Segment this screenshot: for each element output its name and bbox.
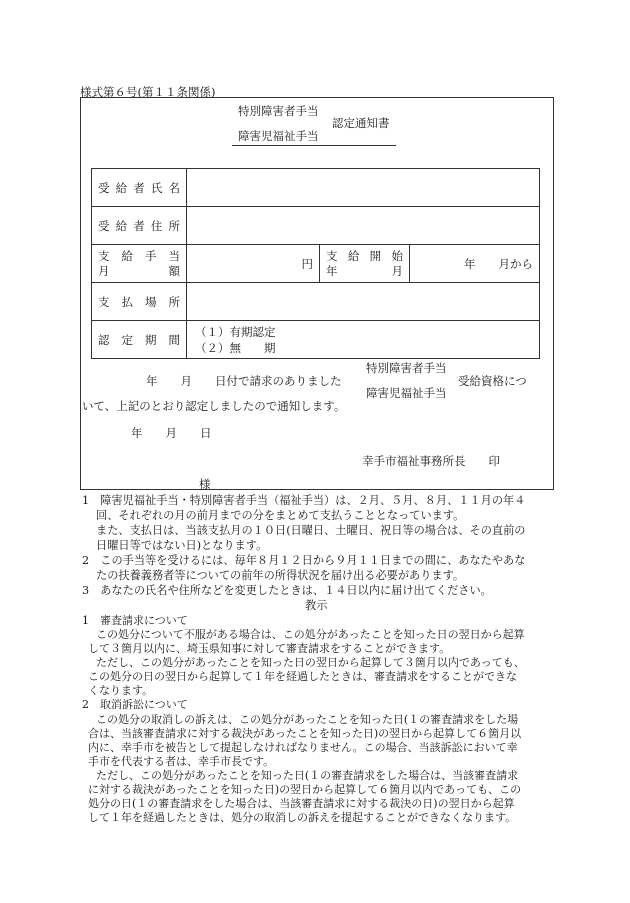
recipient-address-value <box>187 207 540 245</box>
recipient-name-label: 受給者氏名 <box>92 169 187 207</box>
monthly-amount-label-line2 <box>98 264 180 279</box>
table-row <box>92 245 540 283</box>
certification-period-label: 認定期間 <box>92 321 187 359</box>
issuer-name: 幸手市福祉事務所長 印 <box>362 454 500 468</box>
instruction-2-line-1: この処分の取消しの訴えは、この処分があったことを知った日(１の審査請求をした場 <box>96 713 519 726</box>
title-allowance-special: 特別障害者手当 <box>238 104 319 118</box>
instruction-1-title: 1 審査請求について <box>82 614 188 627</box>
monthly-amount-value <box>187 245 320 283</box>
note-3-line-1: 3 あなたの氏名や住所などを変更したときは、１４日以内に届け出てください。 <box>82 584 492 597</box>
note-2-line-1: 2 この手当等を受けるには、毎年８月１２日から９月１１日までの間に、あなたやあな <box>82 554 526 567</box>
form-number: 様式第６号(第１１条関係) <box>80 85 216 99</box>
certification-period-value <box>187 321 540 359</box>
note-1-line-2: 回、それぞれの月の前月までの分をまとめて支払うこととなっています。 <box>96 509 465 522</box>
issue-date: 年 月 日 <box>131 426 212 440</box>
instruction-2-line-3: 内に、幸手市を被告として提起しなければなりません。この場合、当該訴訟において幸 <box>88 741 518 754</box>
monthly-amount-label-a: 月 <box>98 263 110 278</box>
instruction-2-line-6: に対する裁決があったことを知った日)の翌日から起算して６箇月以内であっても、この <box>88 783 522 796</box>
instruction-2-line-2: 合は、当該審査請求に対する裁決があったことを知った日)の翌日から起算して６箇月以 <box>88 727 522 740</box>
instruction-1-line-5: くなります。 <box>88 684 154 697</box>
instruction-2-line-5: ただし、この処分があったことを知った日(１の審査請求をした場合は、当該審査請求 <box>96 769 519 782</box>
instruction-2-line-8: して１年を経過したときは、処分の取消しの訴えを提起することができなくなります。 <box>88 811 517 824</box>
start-date-label-line2 <box>326 264 403 279</box>
certification-table <box>91 168 540 359</box>
period-option-indefinite: （２）無 期 <box>195 340 276 355</box>
instruction-1-line-2: して３箇月以内に、埼玉県知事に対して審査請求をすることができます。 <box>88 642 451 655</box>
monthly-amount-label-line1: 支給手当 <box>98 248 180 263</box>
note-2-line-2: たの扶養義務者等についての前年の所得状況を届け出る必要があります。 <box>96 569 465 582</box>
recipient-address-label: 受給者住所 <box>92 207 187 245</box>
table-row <box>92 283 540 321</box>
start-date-label-a: 年 <box>326 263 338 278</box>
yen-unit: 円 <box>301 256 313 271</box>
start-date-label-b: 月 <box>391 263 403 278</box>
monthly-amount-label-b: 額 <box>168 263 180 278</box>
title-allowance-child: 障害児福祉手当 <box>238 129 319 143</box>
instruction-2-line-7: 処分の日(１の審査請求をした場合は、当該審査請求に対する裁決の日)の翌日から起算 <box>88 797 515 810</box>
payment-place-value <box>187 283 540 321</box>
instruction-1-line-4: この処分の日の翌日から起算して１年を経過したときは、審査請求をすることができな <box>88 670 517 683</box>
recipient-name-value <box>187 169 540 207</box>
monthly-amount-label <box>92 245 187 283</box>
notice-sentence: いて、上記のとおり認定しましたので通知します。 <box>82 399 346 413</box>
period-option-fixed: （１）有期認定 <box>195 324 276 339</box>
page-title: 認定通知書 <box>332 116 390 130</box>
start-date-value: 年 月から <box>410 245 540 283</box>
table-row <box>92 321 540 359</box>
addressee: 様 <box>199 477 211 491</box>
note-1-line-1: 1 障害児福祉手当・特別障害者手当（福祉手当）は、２月、５月、８月、１１月の年４ <box>82 494 526 507</box>
table-row <box>92 169 540 207</box>
body-allowance-special: 特別障害者手当 <box>366 361 447 375</box>
table-row <box>92 207 540 245</box>
eligibility-sentence: 受給資格につ <box>458 374 527 388</box>
instruction-heading: 教示 <box>305 599 328 612</box>
note-1-line-4: 日曜日等ではない日)となります。 <box>96 539 268 552</box>
body-allowance-child: 障害児福祉手当 <box>366 386 447 400</box>
note-1-line-3: また、支払日は、当該支払月の１０日(日曜日、土曜日、祝日等の場合は、その直前の <box>96 524 526 537</box>
start-date-label <box>320 245 410 283</box>
start-date-label-line1: 支給開始 <box>326 248 403 263</box>
request-date-sentence: 年 月 日付で請求のありました <box>146 374 342 388</box>
instruction-1-line-3: ただし、この処分があったことを知った日の翌日から起算して３箇月以内であっても、 <box>96 656 525 669</box>
instruction-1-line-1: この処分について不服がある場合は、この処分があったことを知った日の翌日から起算 <box>96 628 525 641</box>
title-underline <box>232 145 396 146</box>
instruction-2-title: 2 取消訴訟について <box>82 698 188 711</box>
payment-place-label: 支払場所 <box>92 283 187 321</box>
instruction-2-line-4: 手市を代表する者は、幸手市長です。 <box>88 755 275 768</box>
